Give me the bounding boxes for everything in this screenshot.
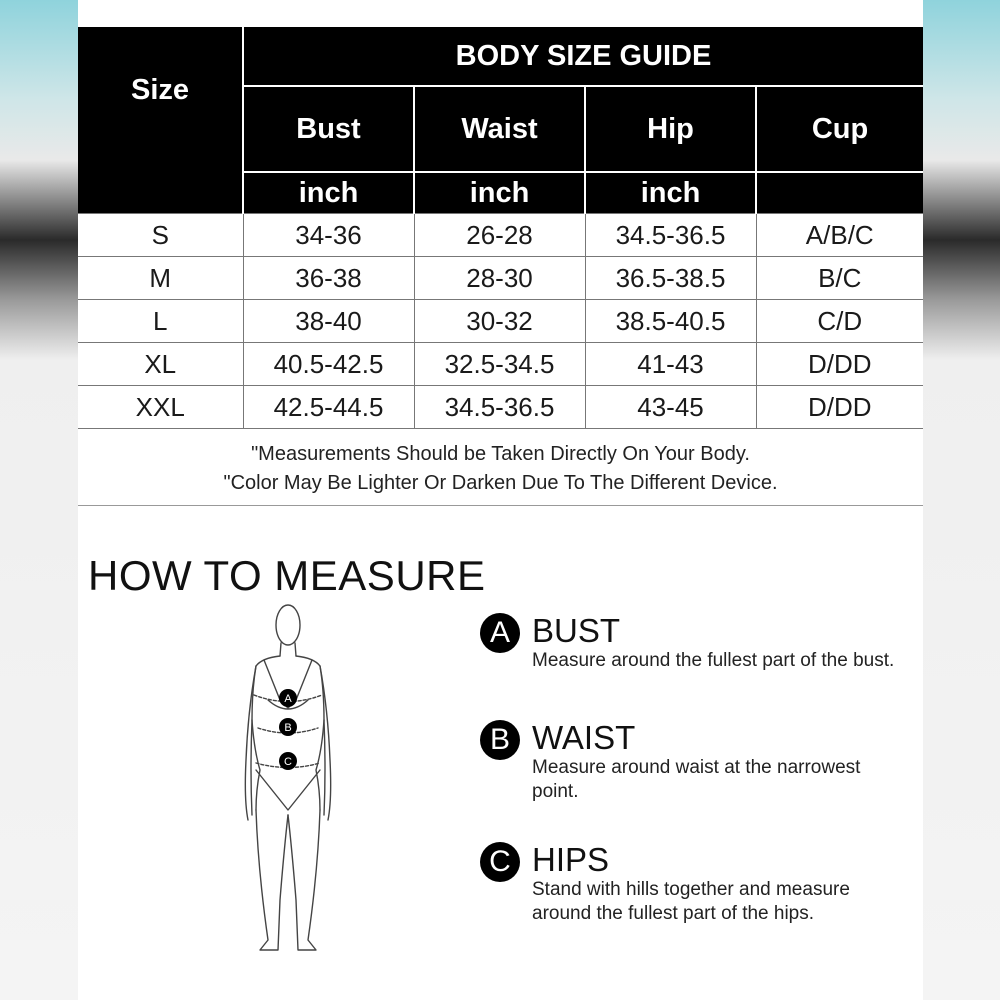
column-header: Waist — [414, 86, 585, 172]
table-cell: 34-36 — [243, 214, 414, 257]
size-header: Size — [78, 27, 243, 214]
step-title: WAIST — [532, 719, 636, 756]
step-badge-b: B — [480, 720, 520, 760]
table-cell: 38.5-40.5 — [585, 300, 756, 343]
how-to-measure-title: HOW TO MEASURE — [88, 552, 486, 599]
step-badge-c: C — [480, 842, 520, 882]
size-guide-card — [78, 0, 923, 1000]
table-cell: 36.5-38.5 — [585, 257, 756, 300]
table-cell: 42.5-44.5 — [243, 386, 414, 429]
svg-text:C: C — [284, 756, 292, 768]
measurement-notes — [78, 440, 923, 498]
size-table — [78, 27, 923, 429]
table-cell: L — [78, 300, 243, 343]
figure-marker-a — [279, 689, 297, 707]
table-cell: 38-40 — [243, 300, 414, 343]
figure-marker-c — [279, 752, 297, 770]
table-cell: 34.5-36.5 — [585, 214, 756, 257]
table-cell: 30-32 — [414, 300, 585, 343]
table-row — [78, 257, 923, 300]
table-cell: B/C — [756, 257, 923, 300]
table-row — [78, 214, 923, 257]
step-description: Measure around the fullest part of the bust. — [532, 650, 895, 671]
divider — [78, 505, 923, 506]
step-description: Stand with hills together and measure around the fullest part of the hips. — [532, 879, 850, 924]
unit-label: inch — [414, 172, 585, 214]
table-cell: 32.5-34.5 — [414, 343, 585, 386]
table-title: BODY SIZE GUIDE — [243, 27, 923, 86]
svg-text:B: B — [284, 722, 292, 734]
step-description: Measure around waist at the narrowest point. — [532, 757, 861, 802]
table-cell: C/D — [756, 300, 923, 343]
table-cell: 28-30 — [414, 257, 585, 300]
note-line: "Color May Be Lighter Or Darken Due To The Different Device. — [223, 472, 778, 494]
table-cell: 26-28 — [414, 214, 585, 257]
step-badge-a: A — [480, 613, 520, 653]
figure-marker-b — [279, 718, 297, 736]
unit-label: inch — [243, 172, 414, 214]
table-cell: XL — [78, 343, 243, 386]
table-cell: 41-43 — [585, 343, 756, 386]
unit-label: inch — [585, 172, 756, 214]
body-figure-illustration — [228, 600, 348, 960]
table-cell: 34.5-36.5 — [414, 386, 585, 429]
column-header: Hip — [585, 86, 756, 172]
table-row — [78, 300, 923, 343]
step-title: BUST — [532, 612, 621, 649]
svg-text:A: A — [284, 693, 292, 705]
step-title: HIPS — [532, 841, 610, 878]
table-cell: 43-45 — [585, 386, 756, 429]
table-cell: D/DD — [756, 386, 923, 429]
table-cell: D/DD — [756, 343, 923, 386]
table-cell: XXL — [78, 386, 243, 429]
table-cell: 36-38 — [243, 257, 414, 300]
unit-label — [756, 172, 923, 214]
column-header: Bust — [243, 86, 414, 172]
table-row — [78, 386, 923, 429]
table-cell: S — [78, 214, 243, 257]
table-cell: 40.5-42.5 — [243, 343, 414, 386]
column-header: Cup — [756, 86, 923, 172]
note-line: "Measurements Should be Taken Directly On Your Body. — [251, 443, 750, 465]
table-row — [78, 343, 923, 386]
table-cell: A/B/C — [756, 214, 923, 257]
table-cell: M — [78, 257, 243, 300]
